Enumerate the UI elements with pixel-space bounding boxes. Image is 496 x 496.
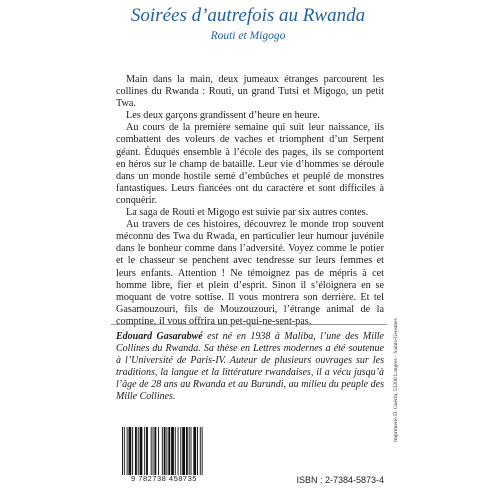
divider (111, 324, 387, 325)
blurb-paragraph: Au cours de la première semaine qui suit leur naissance, ils combattent des voleurs de vaches et triomphent d’un Serpent géant. Éduqués ensemble à l’école des pages, ils se comportent en héros sur le champ de bataille. Leur vie d’hommes se déroule dans un monde hostile semé d’embûches et peuplé de monstres fantastiques. Leurs fiancées ont du caractère et sont difficiles à conquérir. (116, 122, 384, 206)
author-bio-text: est né en 1938 à Maliba, l’une des Mille Collines du Rwanda. Sa thèse en Lettres modernes a été soutenue à l’Université de Paris-IV. Auteur de plusieurs ouvrages sur les traditions, la langue et la littérature rwandaises, il a vécu jusqu’à l’âge de 28 ans au Rwanda et au Burundi, au milieu du peuple des Mille Collines. (116, 331, 384, 402)
blurb-paragraph: Main dans la main, deux jumeaux étranges parcourent les collines du Rwanda : Routi, un grand Tutsi et Migogo, un petit Twa. (116, 74, 384, 110)
blurb-paragraph: Les deux garçons grandissent d’heure en heure. (126, 110, 320, 122)
isbn: ISBN : 2-7384-5873-4 (296, 475, 384, 485)
printer-credit: Imprimerie D. Guérin, 53200 Langres - Saints-Geosmes (393, 318, 399, 442)
barcode-bars (122, 427, 210, 475)
author-bio (116, 331, 384, 403)
book-title: Soirées d’autrefois au Rwanda (130, 5, 366, 26)
barcode-number: 9 782738 458735 (131, 474, 197, 483)
barcode (114, 427, 214, 487)
author-name: Edouard Gasarabwé (116, 331, 203, 342)
blurb-paragraph: Au travers de ces histoires, découvrez le monde trop souvent méconnu des Twa du Rwada, en particulier leur humour juvénile dans le bonheur comme dans l’adversité. Voyez comme le potier et le chasseur se penchent avec tendresse sur leurs femmes et leurs enfants. Attention ! Ne témoignez pas de mépris à cet homme libre, fier et plein d’esprit. Sinon il s’éloignera en se moquant de votre sottise. Il vous montrera son derrière. Et tel Gasamouzouri, fils de Mouzouzouri, l’étrange animal de la comptine, il vous offrira un pet-qui-ne-sent-pas. (116, 219, 384, 327)
blurb (116, 74, 384, 328)
blurb-paragraph: La saga de Routi et Migogo est suivie par six autres contes. (126, 207, 369, 219)
book-subtitle: Routi et Migogo (210, 30, 286, 42)
